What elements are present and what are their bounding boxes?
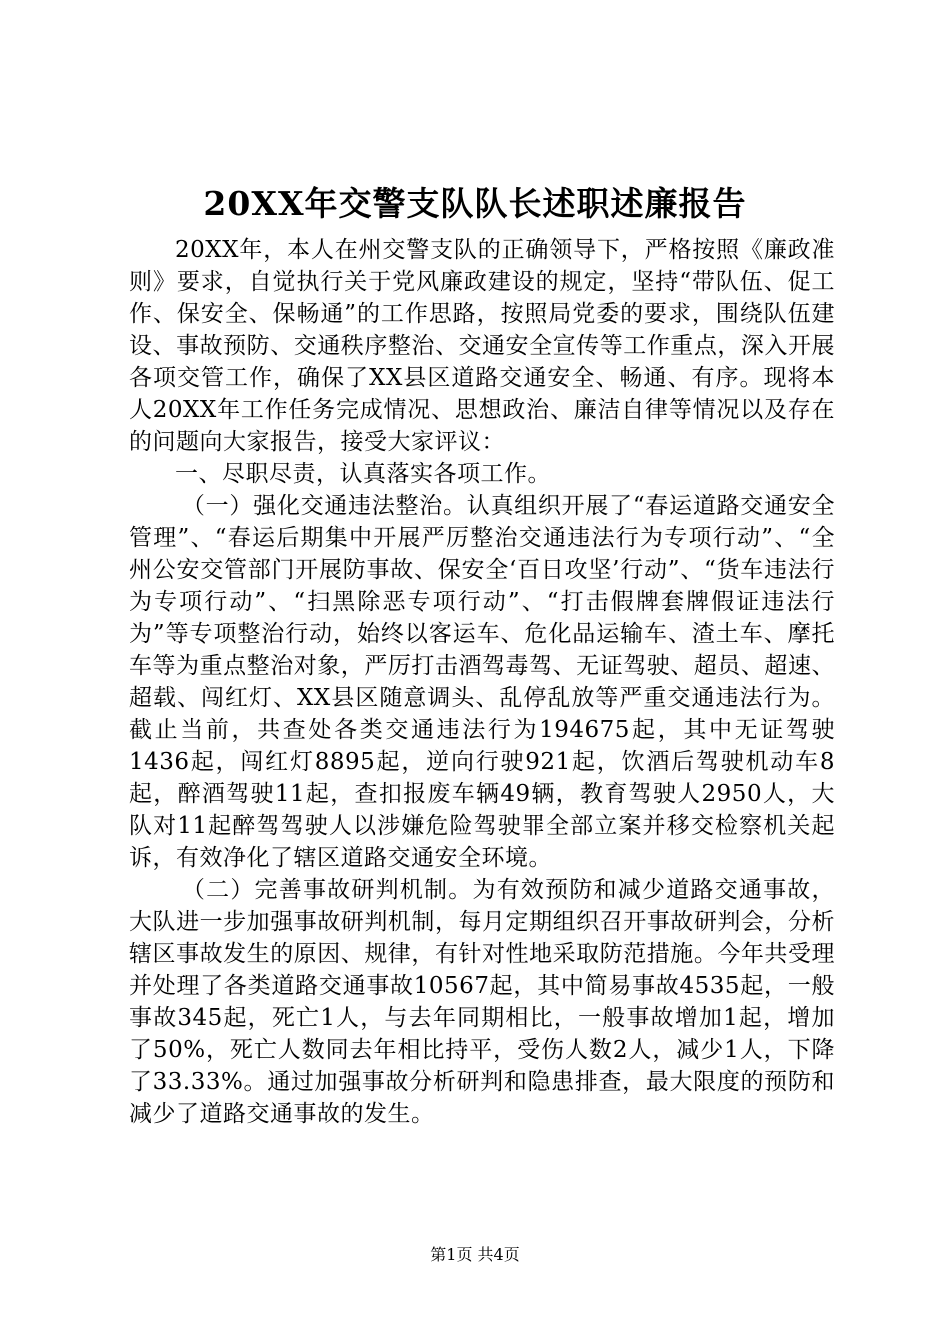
- page-number: 第1页 共4页: [430, 1245, 520, 1264]
- document-body: [129, 234, 835, 1130]
- intro-paragraph: 20XX年，本人在州交警支队的正确领导下，严格按照《廉政准则》要求，自觉执行关于党风廉政建设的规定，坚持“带队伍、促工作、保安全、保畅通”的工作思路，按照局党委的要求，围绕队伍建设、事故预防、交通秩序整治、交通安全宣传等工作重点，深入开展各项交管工作，确保了XX县区道路交通安全、畅通、有序。现将本人20XX年工作任务完成情况、思想政治、廉洁自律等情况以及存在的问题向大家报告，接受大家评议：: [129, 237, 835, 455]
- document-title: 20XX年交警支队队长述职述廉报告: [203, 184, 747, 223]
- section-heading: 一、尽职尽责，认真落实各项工作。: [175, 461, 551, 487]
- subsection-paragraph-2: （二）完善事故研判机制。为有效预防和减少道路交通事故，大队进一步加强事故研判机制，每月定期组织召开事故研判会，分析辖区事故发生的原因、规律，有针对性地采取防范措施。今年共受理并处理了各类道路交通事故10567起，其中简易事故4535起，一般事故345起，死亡1人，与去年同期相比，一般事故增加1起，增加了50%，死亡人数同去年相比持平，受伤人数2人，减少1人，下降了33.33%。通过加强事故分析研判和隐患排查，最大限度的预防和减少了道路交通事故的发生。: [129, 877, 835, 1127]
- subsection-paragraph-1: （一）强化交通违法整治。认真组织开展了“春运道路交通安全管理”、“春运后期集中开展严厉整治交通违法行为专项行动”、“全州公安交管部门开展防事故、保安全‘百日攻坚’行动”、“货车违法行为专项行动”、“扫黑除恶专项行动”、“打击假牌套牌假证违法行为”等专项整治行动，始终以客运车、危化品运输车、渣土车、摩托车等为重点整治对象，严厉打击酒驾毒驾、无证驾驶、超员、超速、超载、闯红灯、XX县区随意调头、乱停乱放等严重交通违法行为。截止当前，共查处各类交通违法行为194675起，其中无证驾驶1436起，闯红灯8895起，逆向行驶921起，饮酒后驾驶机动车8起，醉酒驾驶11起，查扣报废车辆49辆，教育驾驶人2950人，大队对11起醉驾驾驶人以涉嫌危险驾驶罪全部立案并移交检察机关起诉，有效净化了辖区道路交通安全环境。: [129, 493, 835, 871]
